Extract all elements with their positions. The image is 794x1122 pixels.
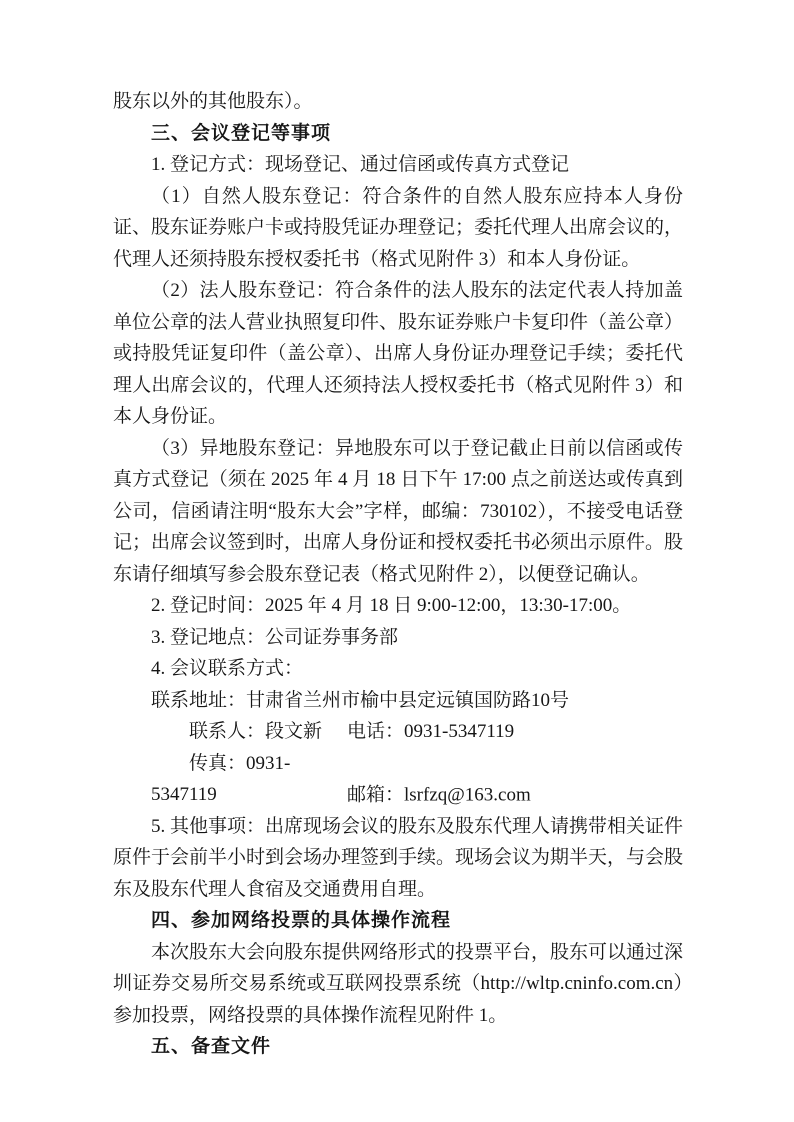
para-continuation-other-shareholders: 股东以外的其他股东）。 <box>113 91 313 112</box>
contact-email: 邮箱：lsrfzq@163.com <box>347 784 531 805</box>
para-legal-person-registration: （2）法人股东登记：符合条件的法人股东的法定代表人持加盖单位公章的法人营业执照复印件、股东证券账户卡复印件（盖公章）或持股凭证复印件（盖公章）、出席人身份证办理登记手续；委托代理人出席会议的，代理人还须持法人授权委托书（格式见附件 3）和本人身份证。 <box>113 280 684 427</box>
contact-person-row <box>113 716 683 748</box>
para-online-voting-detail: 本次股东大会向股东提供网络形式的投票平台，股东可以通过深圳证券交易所交易系统或互联网投票系统（http://wltp.cninfo.com.cn）参加投票，网络投票的具体操作流程见附件 1。 <box>113 941 684 1026</box>
para-registration-method: 1. 登记方式：现场登记、通过信函或传真方式登记 <box>151 154 570 175</box>
heading-online-voting-procedure: 四、参加网络投票的具体操作流程 <box>151 910 452 931</box>
para-registration-place: 3. 登记地点：公司证券事务部 <box>151 626 399 648</box>
heading-meeting-registration: 三、会议登记等事项 <box>151 122 332 144</box>
para-other-matters: 5. 其他事项：出席现场会议的股东及股东代理人请携带相关证件原件于会前半小时到会场办理签到手续。现场会议为期半天，与会股东及股东代理人食宿及交通费用自理。 <box>113 815 684 900</box>
contact-fax-row <box>113 748 683 811</box>
contact-phone: 电话：0931-5347119 <box>347 721 515 742</box>
contact-fax: 传真：0931-5347119 <box>151 752 291 805</box>
para-remote-shareholder-registration: （3）异地股东登记：异地股东可以于登记截止日前以信函或传真方式登记（须在 2025 年 4 月 18 日下午 17:00 点之前送达或传真到公司，信函请注明“股东大会”字样，邮编：730102），不接受电话登记；出席会议签到时，出席人身份证和授权委托书必须出示原件。股东请仔细填写参会股东登记表（格式见附件 2），以便登记确认。 <box>113 437 684 585</box>
para-contact-info-intro: 4. 会议联系方式： <box>151 658 304 679</box>
contact-person: 联系人：段文新 <box>189 721 323 742</box>
heading-reference-documents: 五、备查文件 <box>151 1036 272 1057</box>
para-registration-time: 2. 登记时间：2025 年 4 月 18 日 9:00-12:00，13:30-17:00。 <box>151 595 632 616</box>
para-natural-person-registration: （1）自然人股东登记：符合条件的自然人股东应持本人身份证、股东证券账户卡或持股凭证办理登记；委托代理人出席会议的，代理人还须持股东授权委托书（格式见附件 3）和本人身份证。 <box>113 185 684 270</box>
contact-address: 联系地址：甘肃省兰州市榆中县定远镇国防路10号 <box>151 689 570 711</box>
